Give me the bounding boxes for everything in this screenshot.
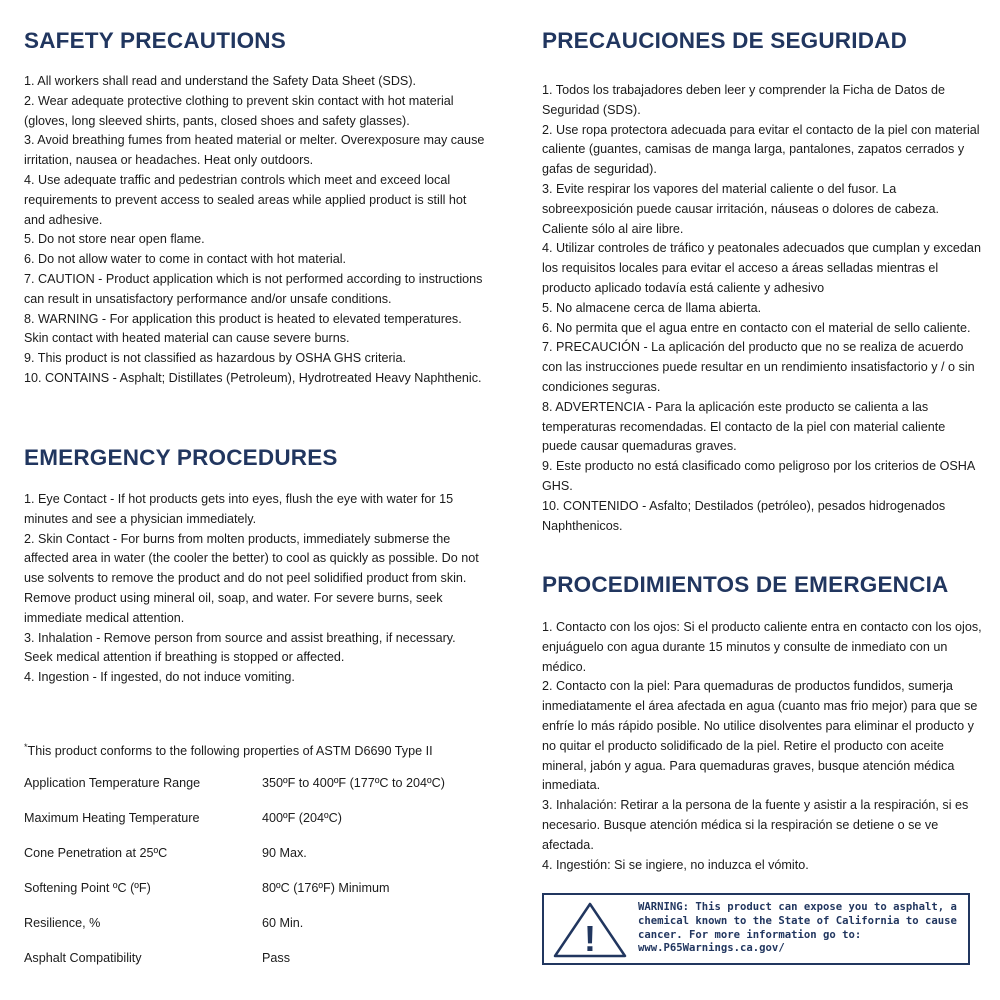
list-item: 1. Eye Contact - If hot products gets into eyes, flush the eye with water for 15 minutes and see a physician immediately. <box>24 492 454 526</box>
property-value: 400ºF (204ºC) <box>262 811 342 825</box>
list-item: 7. PRECAUCIÓN - La aplicación del producto que no se realiza de acuerdo con las instrucciones puede resultar en un rendimiento insatisfactorio y / o sin condiciones seguras. <box>542 340 975 394</box>
list-item: 10. CONTENIDO - Asfalto; Destilados (petróleo), pesados hidrogenados Naphthenicos. <box>542 498 946 533</box>
list-item: 9. Este producto no está clasificado como peligroso por los criterios de OSHA GHS. <box>542 459 975 493</box>
procedimientos-list <box>542 618 982 875</box>
list-item: 1. Todos los trabajadores deben leer y comprender la Ficha de Datos de Seguridad (SDS). <box>542 83 946 117</box>
list-item: 10. CONTAINS - Asphalt; Distillates (Petroleum), Hydrotreated Heavy Naphthenic. <box>24 370 482 385</box>
list-item: 1. All workers shall read and understand the Safety Data Sheet (SDS). <box>24 74 417 88</box>
property-label: Maximum Heating Temperature <box>24 811 200 825</box>
property-label: Resilience, % <box>24 916 101 930</box>
list-item: 3. Inhalación: Retirar a la persona de la fuente y asistir a la respiración, si es necesario. Busque atención médica si la respiración se detiene o se ve afectada. <box>542 798 969 852</box>
property-value: 80ºC (176ºF) Minimum <box>262 881 390 895</box>
property-value: 90 Max. <box>262 846 307 860</box>
list-item: 3. Evite respirar los vapores del material caliente o del fusor. La sobreexposición puede causar irritación, náuseas o dolores de cabeza. Caliente sólo al aire libre. <box>542 181 939 236</box>
property-value: 60 Min. <box>262 916 304 930</box>
precauciones-list <box>542 81 982 536</box>
property-label: Cone Penetration at 25ºC <box>24 846 168 860</box>
list-item: 6. Do not allow water to come in contact with hot material. <box>24 252 346 267</box>
list-item: 9. This product is not classified as hazardous by OSHA GHS criteria. <box>24 351 406 366</box>
emergency-procedures-list <box>24 490 486 688</box>
property-label: Application Temperature Range <box>24 776 201 790</box>
list-item: 2. Wear adequate protective clothing to prevent skin contact with hot material (gloves, long sleeved shirts, pants, closed shoes and safety glasses). <box>24 93 454 128</box>
list-item: 8. ADVERTENCIA - Para la aplicación este producto se calienta a las temperaturas recomendadas. El contacto de la piel con material caliente puede causar quemaduras graves. <box>542 399 946 454</box>
footnote-asterisk: * <box>24 742 28 752</box>
safety-precautions-list <box>24 72 486 389</box>
list-item: 6. No permita que el agua entre en contacto con el material de sello caliente. <box>542 320 971 335</box>
list-item: 5. Do not store near open flame. <box>24 232 205 247</box>
list-item: 8. WARNING - For application this product is heated to elevated temperatures. Skin contact with heated material can cause severe burns. <box>24 311 462 346</box>
list-item: 1. Contacto con los ojos: Si el producto caliente entra en contacto con los ojos, enjuáguelo con agua durante 15 minutos y consulte de inmediato con un médico. <box>542 620 982 674</box>
list-item: 3. Inhalation - Remove person from source and assist breathing, if necessary. Seek medical attention if breathing is stopped or affected. <box>24 630 456 665</box>
list-item: 7. CAUTION - Product application which is not performed according to instructions can result in unsatisfactory performance and/or unsafe conditions. <box>24 271 483 306</box>
warning-triangle-icon <box>552 901 628 959</box>
list-item: 3. Avoid breathing fumes from heated material or melter. Overexposure may cause irritation, nausea or headaches. Heat only outdoors. <box>24 133 485 168</box>
property-value: 350ºF to 400ºF (177ºC to 204ºC) <box>262 776 445 790</box>
property-label: Asphalt Compatibility <box>24 951 142 965</box>
list-item: 4. Utilizar controles de tráfico y peatonales adecuados que cumplan y excedan los requisitos locales para evitar el acceso a áreas selladas mientras el producto aplicado todavía está caliente y adhesivo <box>542 241 981 295</box>
list-item: 2. Skin Contact - For burns from molten products, immediately submerse the affected area in water (the cooler the better) to cool as quickly as possible. Do not use solvents to remove the product and do not peel solidified product from skin. Remove product using mineral oil, soap, and water. For severe burns, seek immediate medical attention. <box>24 531 479 625</box>
list-item: 2. Use ropa protectora adecuada para evitar el contacto de la piel con material caliente (guantes, camisas de manga larga, pantalones, zapatos cerrados y gafas de seguridad). <box>542 122 980 177</box>
emergency-procedures-heading: EMERGENCY PROCEDURES <box>24 445 338 470</box>
prop65-warning-box <box>542 893 970 965</box>
prop65-warning-text: WARNING: This product can expose you to asphalt, a chemical known to the State of California to cause cancer. For more information go to: www.P65Warnings.ca.gov/ <box>638 901 957 955</box>
list-item: 4. Ingestion - If ingested, do not induce vomiting. <box>24 670 295 685</box>
list-item: 5. No almacene cerca de llama abierta. <box>542 300 762 315</box>
precauciones-heading: PRECAUCIONES DE SEGURIDAD <box>542 28 908 53</box>
safety-precautions-heading: SAFETY PRECAUTIONS <box>24 28 286 53</box>
astm-conformance-note <box>24 742 433 758</box>
exclamation-mark: ! <box>584 918 596 959</box>
list-item: 4. Use adequate traffic and pedestrian controls which meet and exceed local requirements to prevent access to sealed areas while applied product is still hot and adhesive. <box>24 172 467 227</box>
procedimientos-heading: PROCEDIMIENTOS DE EMERGENCIA <box>542 572 949 597</box>
property-label: Softening Point ºC (ºF) <box>24 881 151 895</box>
list-item: 4. Ingestión: Si se ingiere, no induzca el vómito. <box>542 857 809 872</box>
conformance-text: This product conforms to the following properties of ASTM D6690 Type II <box>27 744 433 759</box>
property-value: Pass <box>262 951 290 965</box>
list-item: 2. Contacto con la piel: Para quemaduras de productos fundidos, sumerja inmediatamente el área afectada en agua (cuanto mas frio mejor) para que se enfríe lo más rápido posible. No utilice disolventes para eliminar el producto y no quitar el producto solidificado de la piel. Retire el producto con aceite mineral, jabón y agua. Para quemaduras graves, busque atención médica inmediata. <box>542 679 978 793</box>
